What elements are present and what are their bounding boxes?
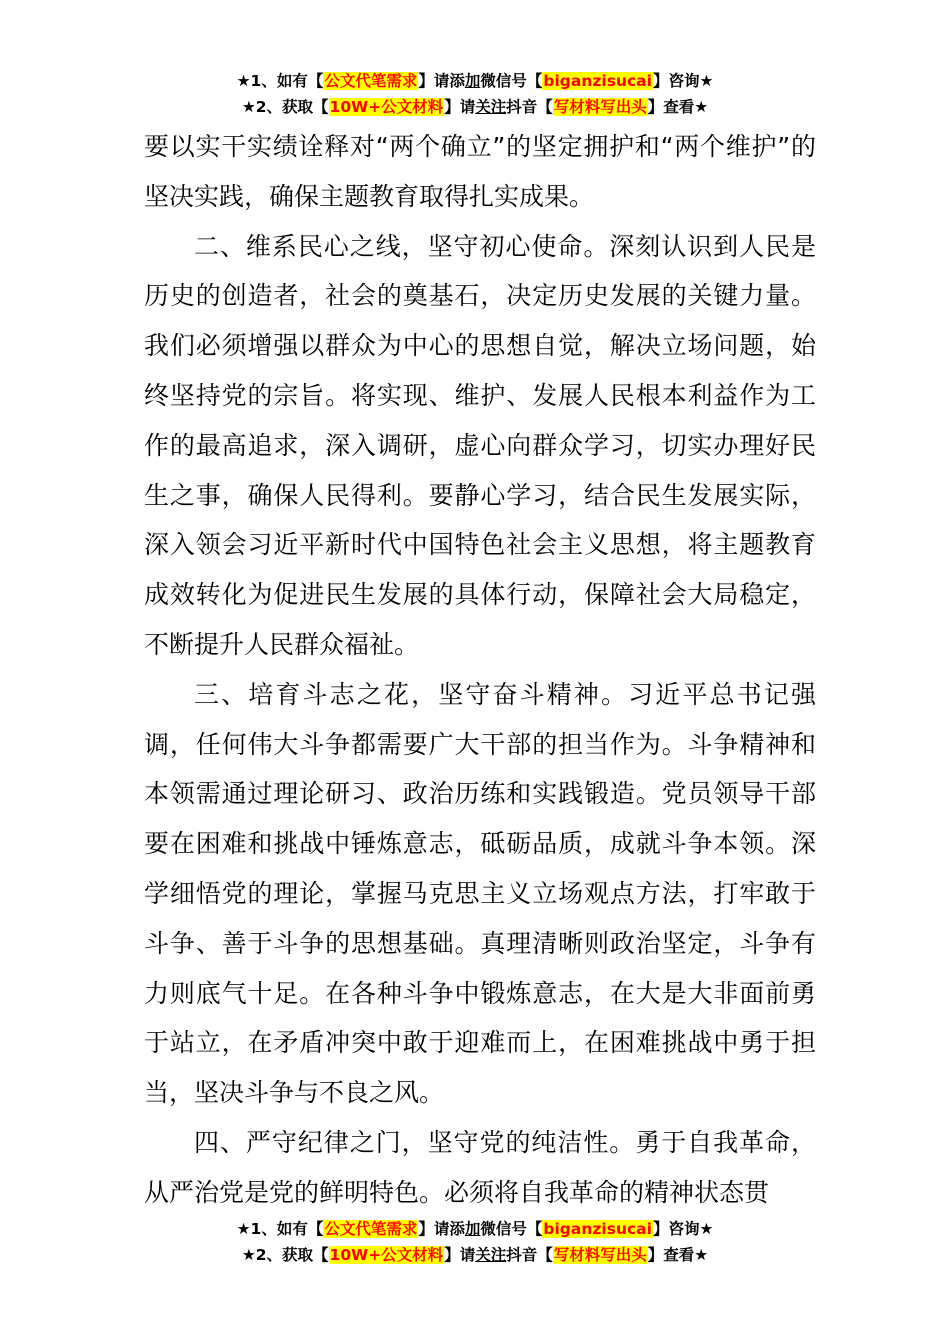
star-icon: ★ bbox=[694, 1246, 709, 1264]
highlight-douyin-account: 写材料写出头 bbox=[553, 98, 647, 116]
highlight-service: 公文代笔需求 bbox=[324, 72, 418, 90]
highlight-service: 公文代笔需求 bbox=[324, 1220, 418, 1238]
star-icon: ★ bbox=[241, 98, 256, 116]
star-icon: ★ bbox=[236, 1220, 251, 1238]
highlight-wechat-id: biganzisucai bbox=[543, 1220, 652, 1238]
banner-line-2: ★2、获取【10W+公文材料】请关注抖音【写材料写出头】查看★ bbox=[241, 98, 709, 116]
highlight-douyin-account: 写材料写出头 bbox=[553, 1246, 647, 1264]
highlight-materials: 10W+公文材料 bbox=[329, 98, 444, 116]
paragraph-continuation: 要以实干实绩诠释对“两个确立”的坚定拥护和“两个维护”的坚决实践，确保主题教育取得扎实成果。 bbox=[144, 132, 816, 211]
document-body bbox=[144, 122, 816, 1218]
star-icon: ★ bbox=[236, 72, 251, 90]
star-icon: ★ bbox=[699, 1220, 714, 1238]
paragraph-section-3: 三、培育斗志之花，坚守奋斗精神。习近平总书记强调，任何伟大斗争都需要广大干部的担当作为。斗争精神和本领需通过理论研习、政治历练和实践锻造。党员领导干部要在困难和挑战中锤炼意志，砥砺品质，成就斗争本领。深学细悟党的理论，掌握马克思主义立场观点方法，打牢敢于斗争、善于斗争的思想基础。真理清晰则政治坚定，斗争有力则底气十足。在各种斗争中锻炼意志，在大是大非面前勇于站立，在矛盾冲突中敢于迎难而上，在困难挑战中勇于担当，坚决斗争与不良之风。 bbox=[144, 679, 816, 1108]
highlight-wechat-id: biganzisucai bbox=[543, 72, 652, 90]
footer-banner bbox=[0, 1216, 950, 1268]
paragraph-section-2: 二、维系民心之线，坚守初心使命。深刻认识到人民是历史的创造者，社会的奠基石，决定历史发展的关键力量。我们必须增强以群众为中心的思想自觉，解决立场问题，始终坚持党的宗旨。将实现、维护、发展人民根本利益作为工作的最高追求，深入调研，虚心向群众学习，切实办理好民生之事，确保人民得利。要静心学习，结合民生发展实际，深入领会习近平新时代中国特色社会主义思想，将主题教育成效转化为促进民生发展的具体行动，保障社会大局稳定，不断提升人民群众福祉。 bbox=[144, 231, 816, 659]
highlight-materials: 10W+公文材料 bbox=[329, 1246, 444, 1264]
header-banner bbox=[0, 68, 950, 120]
star-icon: ★ bbox=[241, 1246, 256, 1264]
star-icon: ★ bbox=[694, 98, 709, 116]
banner-line-1: ★1、如有【公文代笔需求】请添加微信号【biganzisucai】咨询★ bbox=[236, 1220, 714, 1238]
paragraph-section-4: 四、严守纪律之门，坚守党的纯洁性。勇于自我革命，从严治党是党的鲜明特色。必须将自我革命的精神状态贯 bbox=[144, 1127, 816, 1207]
star-icon: ★ bbox=[699, 72, 714, 90]
banner-line-2: ★2、获取【10W+公文材料】请关注抖音【写材料写出头】查看★ bbox=[241, 1246, 709, 1264]
banner-line-1: ★1、如有【公文代笔需求】请添加微信号【biganzisucai】咨询★ bbox=[236, 72, 714, 90]
